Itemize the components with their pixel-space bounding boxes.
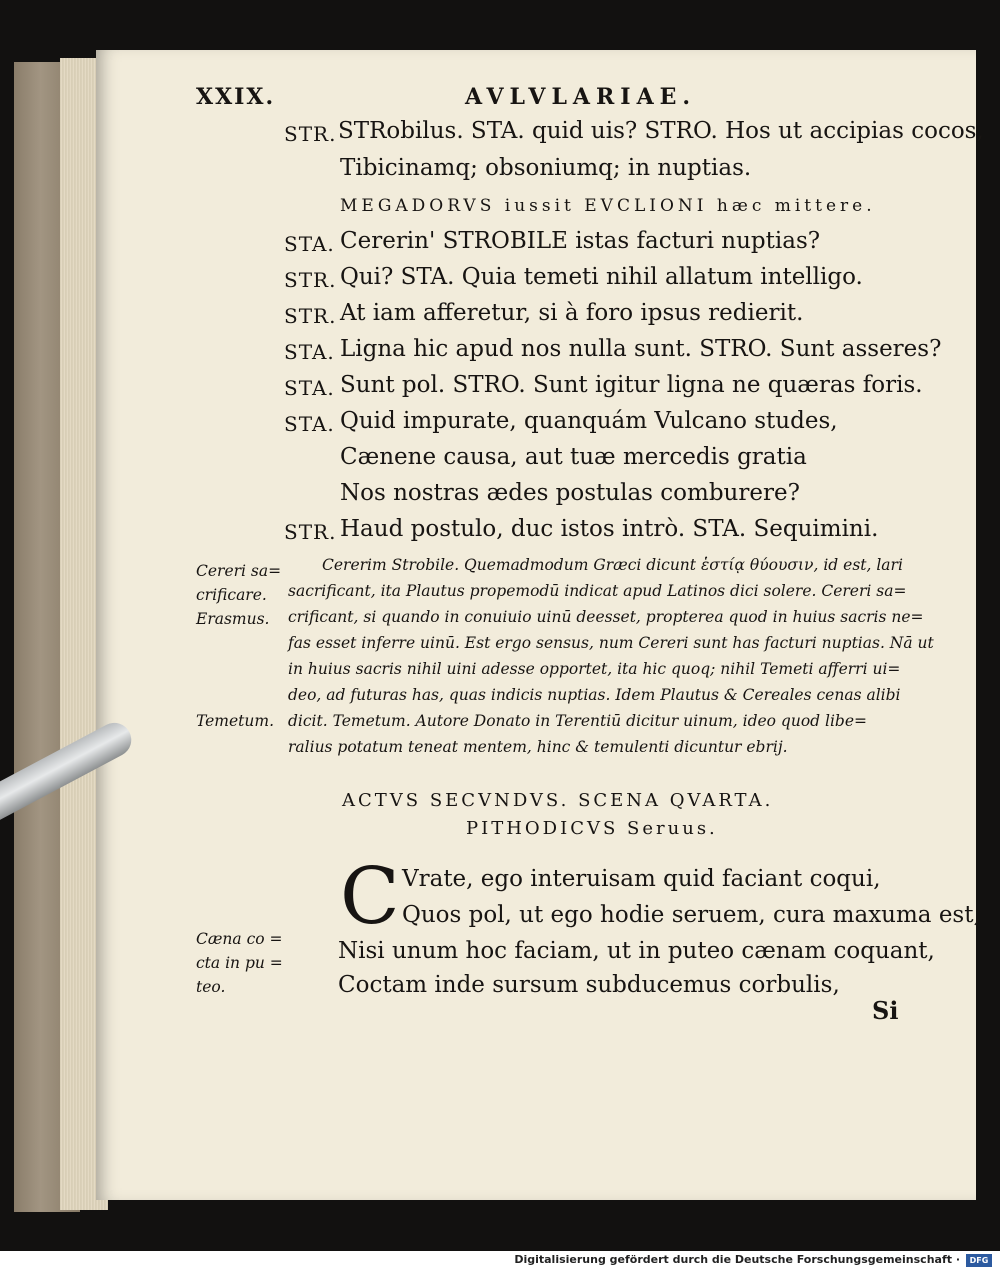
commentary-line: sacrificant, ita Plautus propemodū indicat apud Latinos dici solere. Cereri sa=: [288, 582, 907, 600]
dfg-logo-icon: DFG: [966, 1254, 992, 1267]
commentary-line: ralius potatum teneat mentem, hinc & temulenti dicuntur ebrij.: [288, 738, 788, 756]
commentary-line: dicit. Temetum. Autore Donato in Terentiū dicitur uinum, ideo quod libe=: [288, 712, 868, 730]
commentary-line: deo, ad futuras has, quas indicis nuptias. Idem Plautus & Cereales cenas alibi: [288, 686, 901, 704]
catchword: Si: [872, 996, 899, 1025]
verse-line: Vrate, ego interuisam quid faciant coqui,: [402, 866, 881, 892]
speaker-label: STR.: [284, 268, 337, 292]
verse-line: Cererin' STROBILE istas facturi nuptias?: [340, 228, 821, 254]
verse-line: Tibicinamq; obsoniumq; in nuptias.: [340, 155, 752, 181]
verse-line: At iam afferetur, si à foro ipsus redierit.: [340, 300, 804, 326]
marginal-note: crificare.: [196, 586, 267, 604]
verse-line: Quos pol, ut ego hodie seruem, cura maxuma est,: [402, 902, 981, 928]
speaker-label: STA.: [284, 376, 335, 400]
verse-line: Cænene causa, aut tuæ mercedis gratia: [340, 444, 807, 470]
speaker-label: STA.: [284, 412, 335, 436]
stage-direction: MEGADORVS iussit EVCLIONI hæc mittere.: [340, 196, 876, 216]
drop-cap: C: [340, 852, 400, 942]
digitization-footer: [0, 1251, 1000, 1271]
verse-line: Qui? STA. Quia temeti nihil allatum intelligo.: [340, 264, 863, 290]
speaker-label: STA.: [284, 340, 335, 364]
speaker-label: STR.: [284, 304, 337, 328]
verse-line: Haud postulo, duc istos intrò. STA. Sequimini.: [340, 516, 879, 542]
marginal-note: Temetum.: [196, 712, 275, 730]
marginal-note: Cereri sa=: [196, 562, 282, 580]
verse-line: Coctam inde sursum subducemus corbulis,: [338, 972, 840, 998]
marginal-note: cta in pu =: [196, 954, 283, 972]
marginal-note: Cæna co =: [196, 930, 283, 948]
speaker-label: STA.: [284, 232, 335, 256]
commentary-line: Cererim Strobile. Quemadmodum Græci dicunt ἑστίᾳ θύουσιν, id est, lari: [322, 556, 903, 574]
marginal-note: teo.: [196, 978, 226, 996]
commentary-line: in huius sacris nihil uini adesse opportet, ita hic quoq; nihil Temeti afferri ui=: [288, 660, 901, 678]
character-heading: PITHODICVS Seruus.: [466, 818, 718, 839]
verse-line: Nos nostras ædes postulas comburere?: [340, 480, 800, 506]
speaker-label: STR.: [284, 520, 337, 544]
verse-line: STRobilus. STA. quid uis? STRO. Hos ut accipias cocos,: [338, 118, 984, 144]
commentary-line: crificant, si quando in conuiuio uinū deesset, propterea quod in huius sacris ne=: [288, 608, 924, 626]
running-title: AVLVLARIAE.: [465, 84, 697, 110]
footer-credit: Digitalisierung gefördert durch die Deutsche Forschungsgemeinschaft ·: [514, 1253, 960, 1266]
commentary-line: fas esset inferre uinū. Est ergo sensus, num Cereri sunt has facturi nuptias. Nā ut: [288, 634, 934, 652]
act-heading: ACTVS SECVNDVS. SCENA QVARTA.: [342, 790, 774, 811]
verse-line: Nisi unum hoc faciam, ut in puteo cænam coquant,: [338, 938, 935, 964]
marginal-note: Erasmus.: [196, 610, 270, 628]
page-number: XXIX.: [196, 84, 276, 110]
verse-line: Quid impurate, quanquám Vulcano studes,: [340, 408, 838, 434]
verse-line: Ligna hic apud nos nulla sunt. STRO. Sunt asseres?: [340, 336, 942, 362]
verse-line: Sunt pol. STRO. Sunt igitur ligna ne quæras foris.: [340, 372, 923, 398]
speaker-label: STR.: [284, 122, 337, 146]
